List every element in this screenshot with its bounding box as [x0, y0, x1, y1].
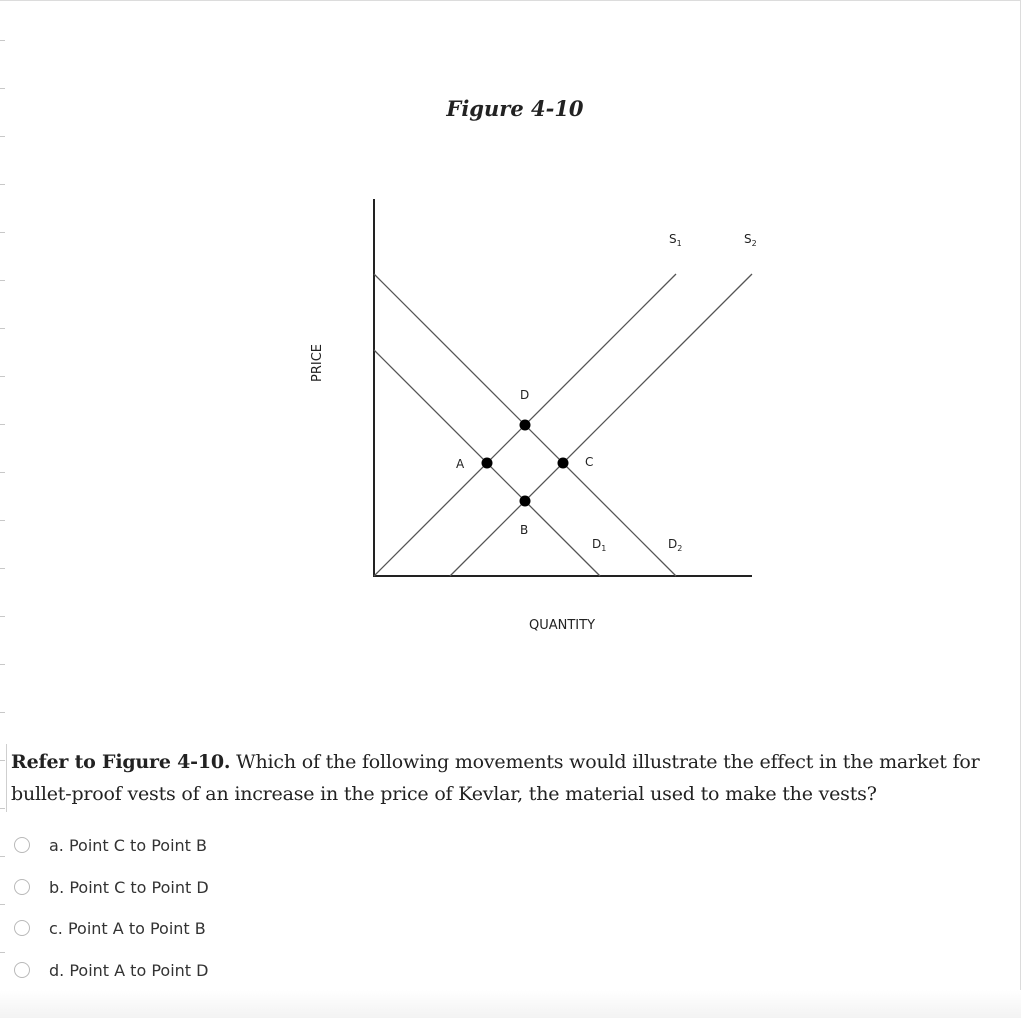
- question-text: [11, 746, 1001, 810]
- point-a-marker: [482, 458, 493, 469]
- label-d1-main: D: [592, 537, 602, 551]
- radio-b-icon[interactable]: [14, 879, 30, 895]
- point-c-label: C: [585, 455, 594, 469]
- label-s1-sub: 1: [676, 239, 682, 248]
- point-a-label: A: [456, 457, 465, 471]
- label-d2-main: D: [668, 537, 678, 551]
- label-d2: [668, 537, 682, 553]
- question-ref: Refer to Figure 4-10.: [11, 751, 231, 773]
- point-d-marker: [520, 420, 531, 431]
- option-c[interactable]: [14, 913, 206, 943]
- label-s1: [669, 232, 682, 248]
- point-b-marker: [520, 496, 531, 507]
- option-b-label: b. Point C to Point D: [49, 877, 209, 897]
- question-left-bar: [6, 744, 7, 812]
- x-axis-label: QUANTITY: [528, 618, 596, 633]
- option-a-label: a. Point C to Point B: [49, 835, 207, 855]
- supply-curve-s2: [450, 274, 752, 576]
- label-s2-main: S: [744, 232, 752, 246]
- bottom-fade: [0, 990, 1021, 1018]
- option-a[interactable]: [14, 830, 207, 860]
- label-s1-main: S: [669, 232, 677, 246]
- radio-d-icon[interactable]: [14, 962, 30, 978]
- option-d[interactable]: [14, 955, 208, 985]
- radio-c-icon[interactable]: [14, 920, 30, 936]
- question-body: Which of the following movements would illustrate the effect in the market for bullet-proof vests of an increase in the price of Kevlar, the material used to make the vests?: [11, 751, 980, 805]
- option-d-label: d. Point A to Point D: [49, 960, 209, 980]
- point-d-label: D: [520, 388, 530, 402]
- option-b[interactable]: [14, 872, 209, 902]
- label-d1-sub: 1: [601, 544, 607, 553]
- option-c-label: c. Point A to Point B: [49, 918, 206, 938]
- point-b-label: B: [520, 523, 529, 537]
- label-s2-sub: 2: [751, 239, 757, 248]
- y-axis-label: PRICE: [310, 344, 325, 382]
- label-d1: [592, 537, 606, 553]
- figure-title: Figure 4-10: [446, 96, 584, 121]
- point-c-marker: [558, 458, 569, 469]
- radio-a-icon[interactable]: [14, 837, 30, 853]
- label-d2-sub: 2: [677, 544, 683, 553]
- label-s2: [744, 232, 757, 248]
